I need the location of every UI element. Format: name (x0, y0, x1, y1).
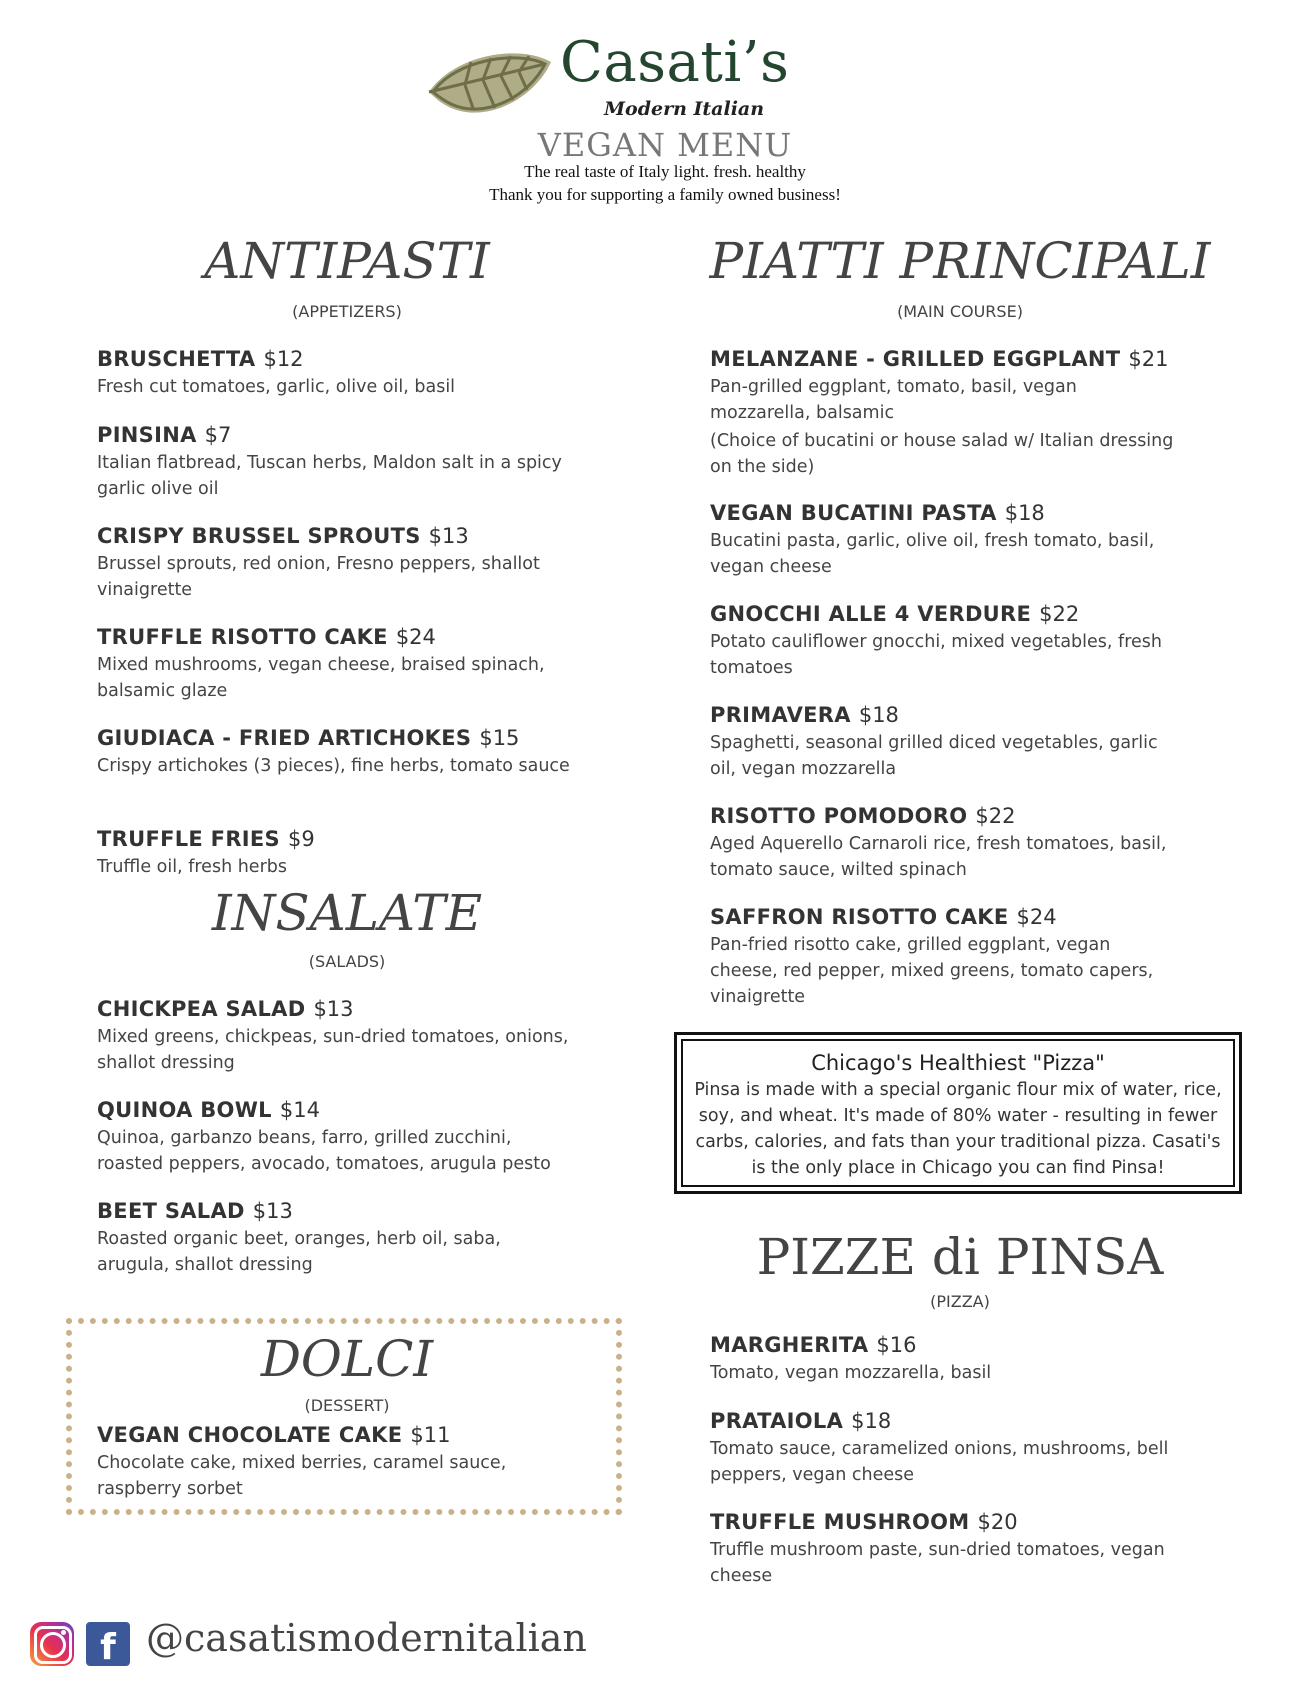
menu-item (97, 422, 577, 502)
social-handle[interactable]: @casatismodernitalian (146, 1616, 587, 1660)
pinsa-info-inner-frame (681, 1039, 1235, 1187)
menu-item (710, 1332, 1190, 1386)
item-name: BEET SALAD (97, 1199, 245, 1223)
item-name: VEGAN BUCATINI PASTA (710, 501, 997, 525)
item-description: Aged Aquerello Carnaroli rice, fresh tomatoes, basil, tomato sauce, wilted spinach (710, 834, 1167, 880)
section-title-principali: PIATTI PRINCIPALI (709, 232, 1211, 290)
item-name: QUINOA BOWL (97, 1098, 272, 1122)
item-description: Truffle oil, fresh herbs (97, 857, 287, 877)
section-subtitle-dolci: (DESSERT) (304, 1396, 390, 1415)
item-price: $18 (851, 1409, 892, 1433)
item-name: CRISPY BRUSSEL SPROUTS (97, 524, 421, 548)
item-description: Crispy artichokes (3 pieces), fine herbs, tomato sauce (97, 756, 570, 776)
item-name: VEGAN CHOCOLATE CAKE (97, 1423, 403, 1447)
section-title-pizze: PIZZE di PINSA (756, 1228, 1164, 1286)
item-note: (Choice of bucatini or house salad w/ Italian dressing on the side) (710, 431, 1174, 477)
section-title-antipasti: ANTIPASTI (204, 232, 490, 290)
item-description: Fresh cut tomatoes, garlic, olive oil, basil (97, 377, 456, 397)
item-name: PRATAIOLA (710, 1409, 844, 1433)
item-description: Pan-grilled eggplant, tomato, basil, vegan mozzarella, balsamic (710, 377, 1077, 423)
item-price: $21 (1128, 347, 1169, 371)
item-price: $11 (410, 1423, 451, 1447)
section-subtitle-pizze: (PIZZA) (930, 1292, 990, 1311)
item-description: Pan-fried risotto cake, grilled eggplant, vegan cheese, red pepper, mixed greens, tomato capers, vinaigrette (710, 935, 1154, 1007)
section-subtitle-antipasti: (APPETIZERS) (292, 302, 402, 321)
item-description: Mixed greens, chickpeas, sun-dried tomatoes, onions, shallot dressing (97, 1027, 569, 1073)
item-price: $14 (279, 1098, 320, 1122)
item-price: $22 (1039, 602, 1080, 626)
item-name: TRUFFLE FRIES (97, 827, 280, 851)
item-price: $13 (428, 524, 469, 548)
item-price: $20 (977, 1510, 1018, 1534)
facebook-icon[interactable]: f (86, 1622, 130, 1666)
menu-item (97, 1198, 577, 1278)
menu-item (710, 346, 1190, 480)
item-price: $7 (204, 423, 232, 447)
menu-item (710, 1509, 1190, 1589)
item-description: Tomato sauce, caramelized onions, mushrooms, bell peppers, vegan cheese (710, 1439, 1169, 1485)
section-subtitle-insalate: (SALADS) (308, 952, 386, 971)
item-name: MELANZANE - GRILLED EGGPLANT (710, 347, 1121, 371)
item-description: Italian flatbread, Tuscan herbs, Maldon salt in a spicy garlic olive oil (97, 453, 562, 499)
item-description: Quinoa, garbanzo beans, farro, grilled zucchini, roasted peppers, avocado, tomatoes, arugula pesto (97, 1128, 551, 1174)
leaf-logo-icon (425, 48, 555, 123)
menu-item (710, 1408, 1190, 1488)
item-price: $16 (876, 1333, 917, 1357)
menu-title: VEGAN MENU (537, 126, 793, 164)
item-price: $18 (858, 703, 899, 727)
item-name: GIUDIACA - FRIED ARTICHOKES (97, 726, 472, 750)
menu-item (97, 996, 577, 1076)
menu-item (97, 826, 577, 880)
item-name: TRUFFLE RISOTTO CAKE (97, 625, 388, 649)
menu-item (710, 702, 1170, 782)
menu-item (710, 803, 1190, 883)
section-title-insalate: INSALATE (211, 884, 483, 942)
item-description: Mixed mushrooms, vegan cheese, braised spinach, balsamic glaze (97, 655, 545, 701)
item-price: $22 (975, 804, 1016, 828)
pinsa-info-box (674, 1032, 1242, 1194)
item-description: Truffle mushroom paste, sun-dried tomatoes, vegan cheese (710, 1540, 1165, 1586)
instagram-icon[interactable] (30, 1622, 74, 1666)
item-price: $18 (1004, 501, 1045, 525)
brand-name: Casati’s (560, 30, 790, 95)
pinsa-info-body: Pinsa is made with a special organic flour mix of water, rice, soy, and wheat. It's made of 80% water - resulting in fewer carbs, calories, and fats than your traditional pizza. Casati's is the only place in Chicago you can find Pinsa! (694, 1080, 1222, 1178)
item-price: $15 (479, 726, 520, 750)
menu-item (710, 601, 1190, 681)
section-title-dolci: DOLCI (260, 1330, 434, 1388)
item-description: Bucatini pasta, garlic, olive oil, fresh tomato, basil, vegan cheese (710, 531, 1155, 577)
section-subtitle-principali: (MAIN COURSE) (897, 302, 1023, 321)
item-price: $12 (263, 347, 304, 371)
menu-item (97, 1097, 567, 1177)
item-description: Spaghetti, seasonal grilled diced vegetables, garlic oil, vegan mozzarella (710, 733, 1158, 779)
menu-item (97, 1422, 577, 1502)
brand-tagline: Modern Italian (604, 98, 765, 120)
item-description: Brussel sprouts, red onion, Fresno peppers, shallot vinaigrette (97, 554, 540, 600)
menu-item (97, 346, 577, 400)
item-name: PINSINA (97, 423, 197, 447)
tagline-line-2: Thank you for supporting a family owned business! (489, 185, 841, 204)
item-name: PRIMAVERA (710, 703, 851, 727)
menu-item (710, 904, 1180, 1010)
item-name: GNOCCHI ALLE 4 VERDURE (710, 602, 1032, 626)
item-price: $13 (252, 1199, 293, 1223)
menu-item (710, 500, 1170, 580)
menu-item (97, 725, 577, 779)
tagline-line-1: The real taste of Italy light. fresh. healthy (524, 162, 806, 181)
pinsa-info-title: Chicago's Healthiest "Pizza" (811, 1051, 1105, 1075)
item-price: $24 (1016, 905, 1057, 929)
item-name: BRUSCHETTA (97, 347, 256, 371)
item-name: RISOTTO POMODORO (710, 804, 968, 828)
item-name: SAFFRON RISOTTO CAKE (710, 905, 1009, 929)
item-description: Chocolate cake, mixed berries, caramel sauce, raspberry sorbet (97, 1453, 507, 1499)
item-description: Potato cauliflower gnocchi, mixed vegetables, fresh tomatoes (710, 632, 1162, 678)
menu-item (97, 523, 577, 603)
menu-item (97, 624, 577, 704)
item-name: TRUFFLE MUSHROOM (710, 1510, 970, 1534)
item-name: MARGHERITA (710, 1333, 869, 1357)
item-price: $9 (287, 827, 315, 851)
item-description: Roasted organic beet, oranges, herb oil, saba, arugula, shallot dressing (97, 1229, 501, 1275)
item-description: Tomato, vegan mozzarella, basil (710, 1363, 992, 1383)
item-price: $24 (395, 625, 436, 649)
item-price: $13 (313, 997, 354, 1021)
item-name: CHICKPEA SALAD (97, 997, 306, 1021)
